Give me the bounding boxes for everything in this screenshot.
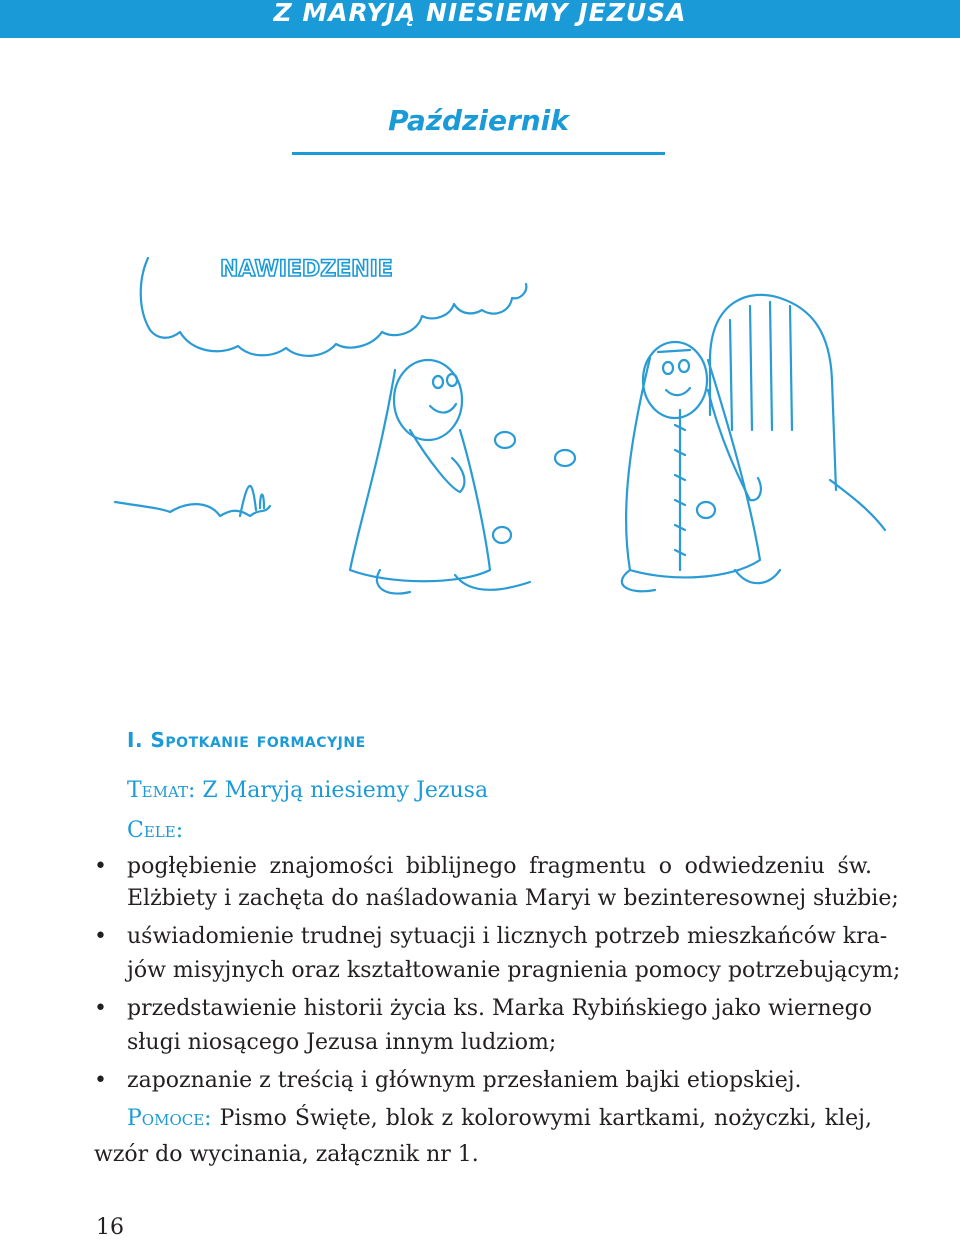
illustration-title: NAWIEDZENIE <box>220 257 393 282</box>
pomoce-label: Pomoce: <box>127 1106 212 1131</box>
running-header <box>0 0 960 38</box>
temat-value: Z Maryją niesiemy Jezusa <box>202 778 489 803</box>
bullet-marker: • <box>94 996 107 1021</box>
visitation-illustration <box>110 240 890 620</box>
pomoce-line-2: wzór do wycinania, załącznik nr 1. <box>94 1142 479 1167</box>
temat-line <box>127 776 488 806</box>
pomoce-text: Pismo Święte, blok z kolorowymi kartkami, nożyczki, klej, <box>219 1106 872 1131</box>
goal-line: zapoznanie z treścią i głównym przesłaniem bajki etiopskiej. <box>127 1068 802 1093</box>
section-heading: I. Spotkanie formacyjne <box>127 728 366 752</box>
goal-line: przedstawienie historii życia ks. Marka Rybińskiego jako wiernego <box>127 996 872 1021</box>
goal-line: sługi niosącego Jezusa innym ludziom; <box>127 1030 557 1055</box>
bullet-marker: • <box>94 1068 107 1093</box>
page-number: 16 <box>96 1215 124 1240</box>
month-title: Październik <box>292 104 665 155</box>
goal-line: jów misyjnych oraz kształtowanie pragnienia pomocy potrzebującym; <box>127 958 901 983</box>
goal-line: Elżbiety i zachęta do naśladowania Maryi w bezinteresownej służbie; <box>127 886 899 911</box>
temat-label: Temat: <box>127 778 196 803</box>
bullet-marker: • <box>94 854 107 879</box>
pomoce-line <box>127 1104 872 1134</box>
goal-line: uświadomienie trudnej sytuacji i licznych potrzeb mieszkańców kra- <box>127 924 888 949</box>
running-header-title: Z MARYJĄ NIESIEMY JEZUSA <box>273 0 687 27</box>
goal-line: pogłębienie znajomości biblijnego fragmentu o odwiedzeniu św. <box>127 854 872 879</box>
cele-label: Cele: <box>127 818 184 843</box>
bullet-marker: • <box>94 924 107 949</box>
